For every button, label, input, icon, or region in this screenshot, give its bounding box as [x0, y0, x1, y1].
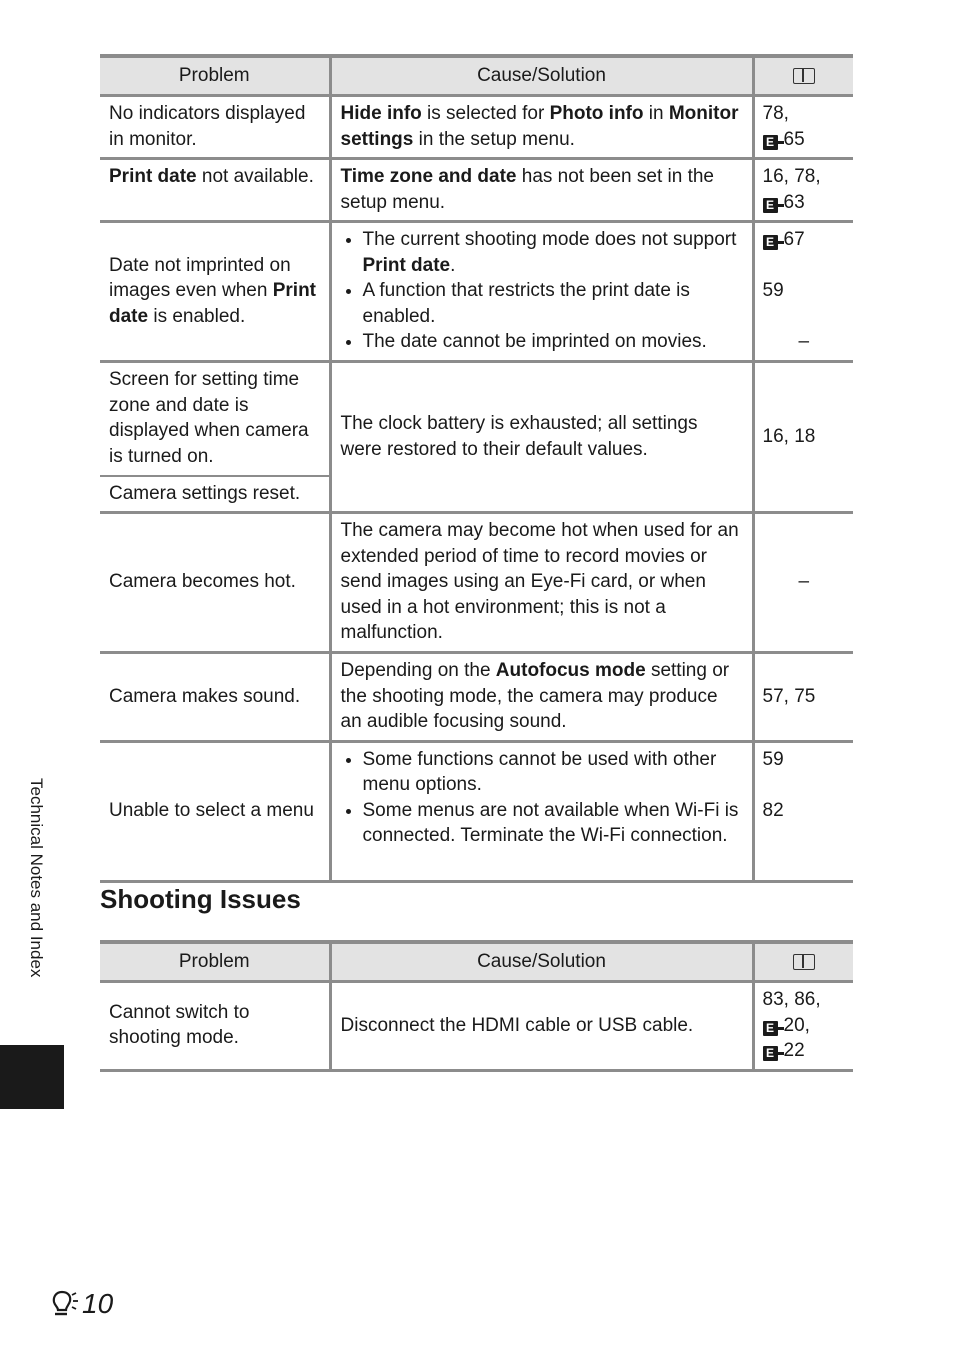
table-row: [100, 222, 853, 362]
cause-cell: [330, 222, 753, 362]
list-item: • The current shooting mode does not support Print date.: [363, 227, 744, 278]
table-row: [100, 982, 853, 1071]
reference-section-icon: E: [763, 135, 778, 150]
problem-cell: Camera makes sound.: [100, 653, 330, 742]
table-row: [100, 96, 853, 159]
reference-cell: 57, 75: [753, 653, 853, 742]
reference-section-icon: E: [763, 1046, 778, 1061]
cause-cell: Depending on the Autofocus mode setting or the shooting mode, the camera may produce an audible focusing sound.: [330, 653, 753, 742]
cause-cell: Disconnect the HDMI cable or USB cable.: [330, 982, 753, 1071]
table-row: [100, 741, 853, 881]
reference-section-icon: E: [763, 1021, 778, 1036]
header-reference: [753, 56, 853, 96]
problem-cell: Print date not available.: [100, 159, 330, 222]
list-item: • The date cannot be imprinted on movies.: [363, 329, 744, 355]
header-cause-solution: Cause/Solution: [330, 942, 753, 982]
header-cause-solution: Cause/Solution: [330, 56, 753, 96]
header-reference: [753, 942, 853, 982]
cause-bullet-list: [341, 747, 744, 849]
table-row: [100, 653, 853, 742]
reference-section-icon: E: [763, 235, 778, 250]
cause-cell: Hide info is selected for Photo info in Monitor settings in the setup menu.: [330, 96, 753, 159]
list-item: • Some menus are not available when Wi-Fi is connected. Terminate the Wi-Fi connection.: [363, 798, 744, 849]
problem-cell: Date not imprinted on images even when Print date is enabled.: [100, 222, 330, 362]
reference-cell: 78, E 65: [753, 96, 853, 159]
table-row: [100, 362, 853, 476]
list-item: • A function that restricts the print date is enabled.: [363, 278, 744, 329]
reference-cell: E 67 59 –: [753, 222, 853, 362]
page-number: 10: [46, 1288, 113, 1320]
section-title: Shooting Issues: [100, 884, 301, 914]
table-row: [100, 513, 853, 653]
list-item: • Some functions cannot be used with other menu options.: [363, 747, 744, 798]
table-row: [100, 159, 853, 222]
table-header-row: [100, 56, 853, 96]
cause-cell: Time zone and date has not been set in the setup menu.: [330, 159, 753, 222]
problem-cell: Camera settings reset.: [100, 476, 330, 513]
cause-bullet-list: [341, 227, 744, 355]
cause-cell: [330, 741, 753, 881]
reference-cell: 16, 78, E 63: [753, 159, 853, 222]
troubleshooting-table: [100, 54, 853, 883]
reference-cell: 83, 86, E 20, E 22: [753, 982, 853, 1071]
bulb-section-icon: [46, 1289, 80, 1319]
problem-cell: Camera becomes hot.: [100, 513, 330, 653]
cause-cell: The camera may become hot when used for an extended period of time to record movies or send images using an Eye-Fi card, or when used in a hot environment; this is not a malfunction.: [330, 513, 753, 653]
book-reference-icon: [793, 954, 815, 970]
problem-cell: No indicators displayed in monitor.: [100, 96, 330, 159]
shooting-issues-table: [100, 940, 853, 1072]
reference-cell: 16, 18: [753, 362, 853, 513]
problem-cell: Screen for setting time zone and date is displayed when camera is turned on.: [100, 362, 330, 476]
reference-section-icon: E: [763, 198, 778, 213]
cause-cell: The clock battery is exhausted; all settings were restored to their default values.: [330, 362, 753, 513]
table-header-row: [100, 942, 853, 982]
side-section-tab: [0, 1045, 64, 1109]
header-problem: Problem: [100, 942, 330, 982]
problem-cell: Cannot switch to shooting mode.: [100, 982, 330, 1071]
reference-cell: –: [753, 513, 853, 653]
side-section-label: Technical Notes and Index: [27, 778, 46, 978]
problem-cell: Unable to select a menu: [100, 741, 330, 881]
book-reference-icon: [793, 68, 815, 84]
header-problem: Problem: [100, 56, 330, 96]
reference-cell: 59 82: [753, 741, 853, 881]
